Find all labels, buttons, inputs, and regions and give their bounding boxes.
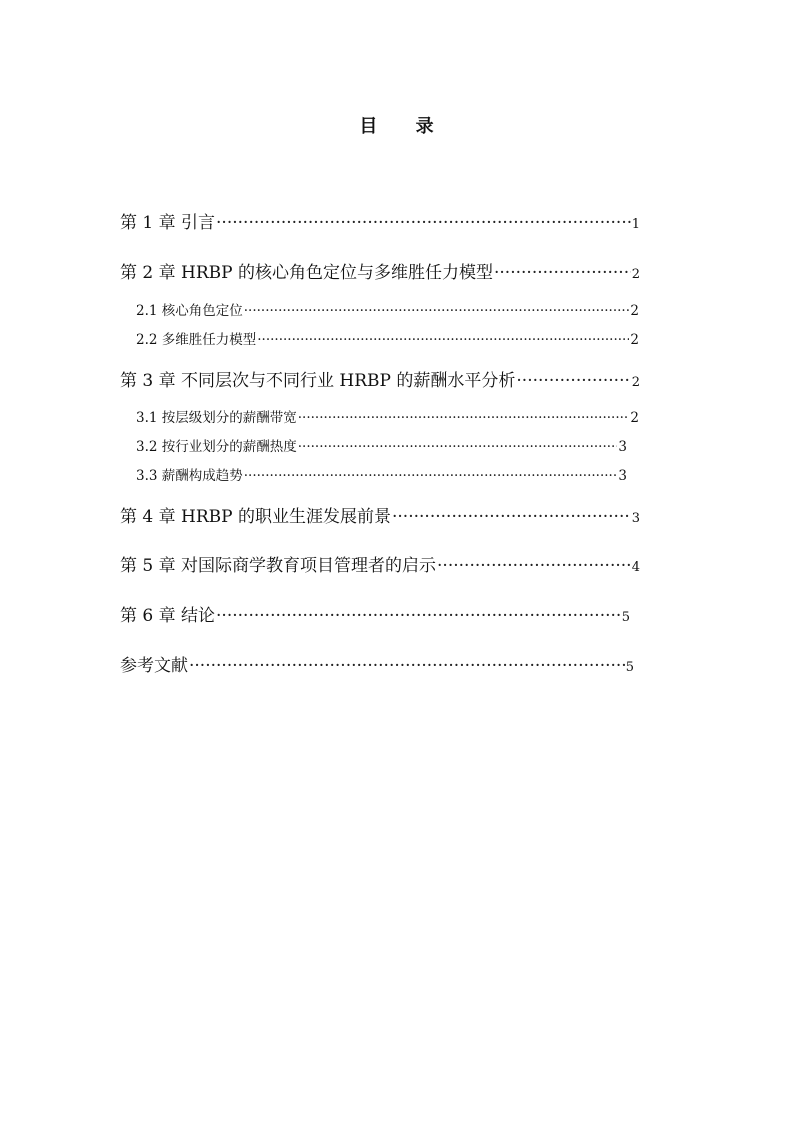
toc-entry-label: 3.1 按层级划分的薪酬带宽 [136, 410, 297, 426]
toc-page-number: 2 [630, 332, 639, 348]
toc-entry-label: 2.1 核心角色定位 [136, 303, 243, 319]
toc-entry-chapter-1[interactable] [120, 208, 640, 233]
dot-leader [516, 371, 630, 391]
toc-page-number: 3 [618, 468, 627, 484]
toc-entry-label: 第 4 章 HRBP 的职业生涯发展前景 [120, 507, 391, 527]
toc-page-number: 2 [630, 303, 639, 319]
toc-page-number: 2 [630, 410, 639, 426]
toc-entry-label: 第 2 章 HRBP 的核心角色定位与多维胜任力模型 [120, 263, 493, 283]
toc-page-number: 4 [631, 560, 640, 575]
toc-entry-section-3-2[interactable] [136, 435, 627, 455]
toc-entry-chapter-5[interactable] [120, 551, 640, 576]
toc-entry-section-2-1[interactable] [136, 299, 639, 319]
toc-entry-label: 第 5 章 对国际商学教育项目管理者的启示 [120, 556, 437, 576]
toc-entry-chapter-2[interactable] [120, 258, 640, 283]
toc-entry-label: 第 1 章 引言 [120, 213, 216, 233]
toc-entry-chapter-3[interactable] [120, 366, 640, 391]
toc-page-number: 5 [625, 660, 634, 675]
dot-leader [257, 332, 629, 348]
dot-leader [216, 213, 631, 233]
toc-page-number: 2 [631, 375, 640, 390]
dot-leader [189, 656, 625, 676]
dot-leader [298, 410, 630, 426]
toc-entry-label: 2.2 多维胜任力模型 [136, 332, 257, 348]
toc-page-number: 1 [631, 217, 640, 232]
dot-leader [392, 507, 631, 527]
dot-leader [437, 556, 631, 576]
toc-page-number: 5 [621, 610, 630, 625]
toc-page-number: 3 [618, 439, 627, 455]
toc-entry-chapter-6[interactable] [120, 601, 630, 626]
dot-leader [298, 439, 618, 455]
toc-entry-section-2-2[interactable] [136, 328, 639, 348]
dot-leader [244, 468, 618, 484]
toc-page-number: 2 [631, 267, 640, 282]
dot-leader [494, 263, 631, 283]
toc-entry-label: 3.2 按行业划分的薪酬热度 [136, 439, 297, 455]
toc-entry-chapter-4[interactable] [120, 502, 640, 527]
toc-entry-label: 第 6 章 结论 [120, 606, 216, 626]
toc-entry-references[interactable] [120, 651, 634, 676]
page-title: 目 录 [359, 116, 450, 137]
toc-entry-label: 3.3 薪酬构成趋势 [136, 468, 243, 484]
toc-entry-label: 第 3 章 不同层次与不同行业 HRBP 的薪酬水平分析 [120, 371, 516, 391]
toc-entry-label: 参考文献 [120, 656, 188, 676]
toc-entry-section-3-1[interactable] [136, 406, 639, 426]
toc-entry-section-3-3[interactable] [136, 464, 627, 484]
dot-leader [244, 303, 630, 319]
toc-page-number: 3 [631, 511, 640, 526]
dot-leader [216, 606, 621, 626]
